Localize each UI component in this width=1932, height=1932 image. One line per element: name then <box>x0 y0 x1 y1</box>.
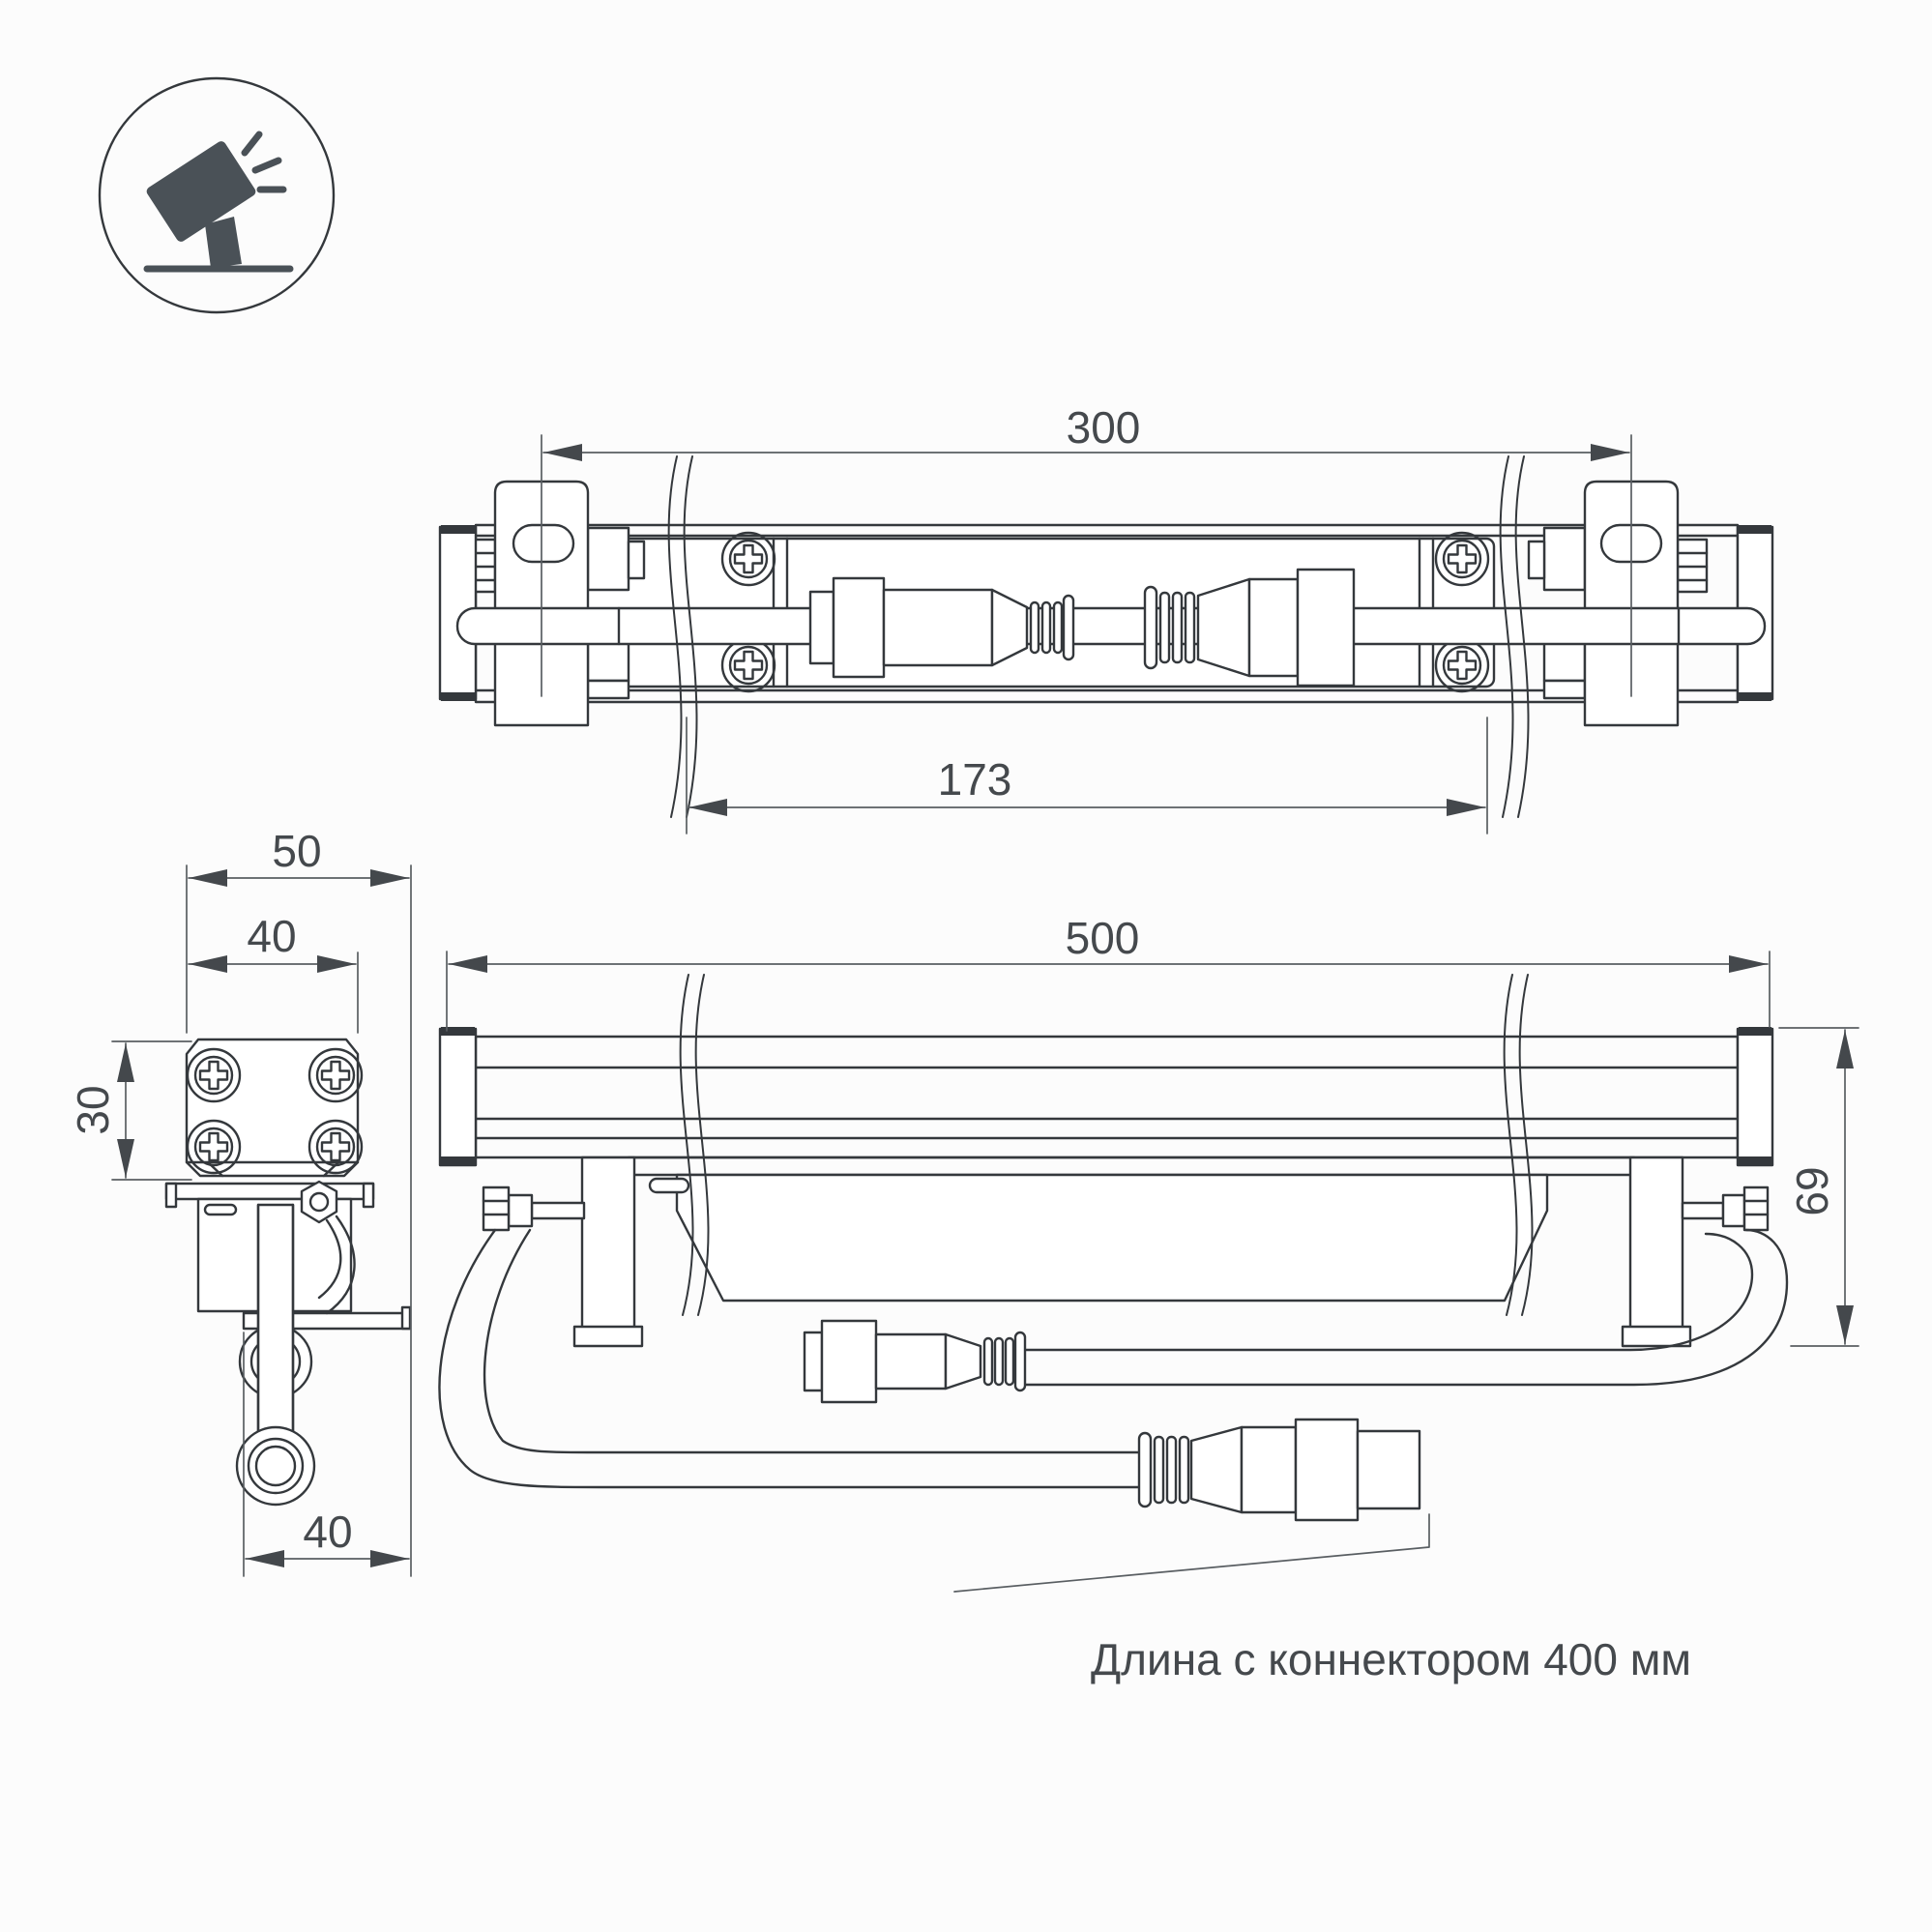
dim-30-label: 30 <box>68 1085 118 1135</box>
dim-173-label: 173 <box>937 754 1012 805</box>
dim-40-top-label: 40 <box>247 911 297 961</box>
connector-male-front <box>1139 1420 1420 1520</box>
dimension-173 <box>687 717 1487 834</box>
cable-top <box>457 608 1765 644</box>
top-view <box>440 402 1772 834</box>
screw-icon <box>188 1121 240 1173</box>
driver-module <box>650 1175 1547 1301</box>
dim-300-label: 300 <box>1066 402 1141 453</box>
screw-icon <box>722 639 775 691</box>
dimension-69 <box>1779 1028 1859 1346</box>
front-view <box>439 913 1859 1684</box>
connector-female-front <box>805 1321 1025 1402</box>
lower-strip <box>629 1157 1634 1175</box>
side-view <box>68 826 411 1576</box>
rail-profile-front <box>476 1037 1738 1157</box>
dimension-500 <box>447 913 1770 1031</box>
screw-icon <box>722 533 775 585</box>
mounting-bracket-left-front <box>483 1157 642 1346</box>
note-leader-line <box>954 1514 1429 1592</box>
product-type-icon <box>100 78 334 312</box>
end-cap-left-front <box>440 1027 476 1165</box>
light-ray-icon <box>255 161 278 170</box>
floodlight-icon <box>145 134 290 269</box>
light-ray-icon <box>245 134 259 153</box>
end-cap-right-front <box>1738 1027 1772 1165</box>
connector-length-note: Длина с коннектором 400 мм <box>1091 1634 1691 1684</box>
mounting-bracket-right-top <box>1529 482 1707 725</box>
screw-icon <box>188 1049 240 1101</box>
dimension-30 <box>68 1041 191 1180</box>
dim-50-label: 50 <box>272 826 322 876</box>
screw-icon <box>1436 639 1488 691</box>
bracket-slot-hole <box>513 525 573 562</box>
dim-500-label: 500 <box>1065 913 1140 963</box>
screw-icon <box>1436 533 1488 585</box>
dim-69-label: 69 <box>1787 1166 1837 1216</box>
dim-40-bottom-label: 40 <box>303 1507 353 1557</box>
dimension-40-top <box>189 911 358 1033</box>
screw-icon <box>309 1121 362 1173</box>
screw-icon <box>309 1049 362 1101</box>
